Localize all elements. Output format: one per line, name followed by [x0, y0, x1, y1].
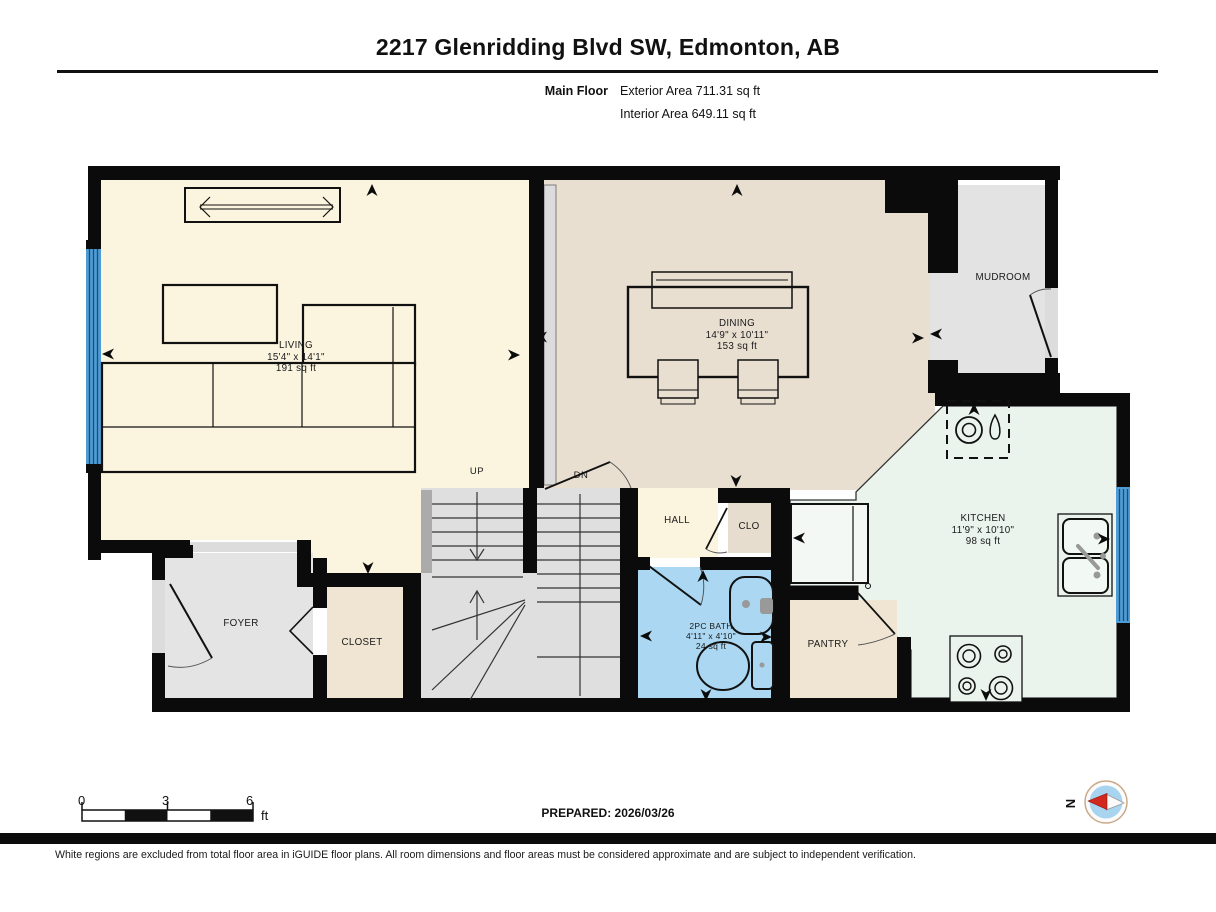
bench-icon	[652, 272, 792, 308]
scale-tick-6: 6	[246, 793, 254, 808]
chair-icon	[738, 360, 778, 404]
chair-icon	[658, 360, 698, 404]
room-label-hall: HALL	[664, 515, 690, 526]
room-label-pantry: PANTRY	[807, 639, 849, 650]
room-label-living: LIVING 15'4" x 14'1" 191 sq ft	[267, 340, 325, 374]
room-label-closet: CLOSET	[341, 637, 383, 648]
prepared-date-label: PREPARED: 2026/03/26	[541, 806, 675, 820]
room-label-bath: 2PC BATH 4'11" x 4'10" 24 sq ft	[686, 621, 736, 651]
room-label-kitchen: KITCHEN 11'9" x 10'10" 98 sq ft	[951, 513, 1015, 547]
room-label-dining: DINING 14'9" x 10'11" 153 sq ft	[705, 318, 769, 352]
stove-icon	[950, 636, 1022, 702]
stairs-dn-label: DN	[573, 470, 589, 481]
interior-area-label: Interior Area 649.11 sq ft	[620, 107, 756, 121]
page-title: 2217 Glenridding Blvd SW, Edmonton, AB	[375, 34, 841, 60]
window-left	[86, 240, 101, 473]
compass-north-label: N	[1063, 798, 1079, 809]
bathroom-sink-icon	[730, 577, 773, 634]
window-right	[1116, 487, 1130, 623]
coffee-table-icon	[163, 285, 277, 343]
kitchen-sink-icon	[1058, 514, 1112, 596]
room-label-clo: CLO	[738, 521, 760, 532]
scale-unit-label: ft	[261, 808, 269, 823]
scale-tick-0: 0	[78, 793, 86, 808]
refrigerator-icon	[791, 504, 871, 589]
footer-divider-bar	[0, 833, 1216, 844]
room-label-mudroom: MUDROOM	[975, 272, 1031, 283]
stairs-up-label: UP	[469, 466, 485, 477]
room-label-foyer: FOYER	[223, 618, 259, 629]
exterior-area-label: Exterior Area 711.31 sq ft	[620, 84, 761, 98]
floor-name-label: Main Floor	[544, 84, 608, 98]
disclaimer-text: White regions are excluded from total floor area in iGUIDE floor plans. All room dimensions and floor areas must be considered approximate and are subject to independent verification.	[55, 849, 916, 861]
scale-tick-3: 3	[162, 793, 170, 808]
console-table-icon	[185, 188, 340, 222]
